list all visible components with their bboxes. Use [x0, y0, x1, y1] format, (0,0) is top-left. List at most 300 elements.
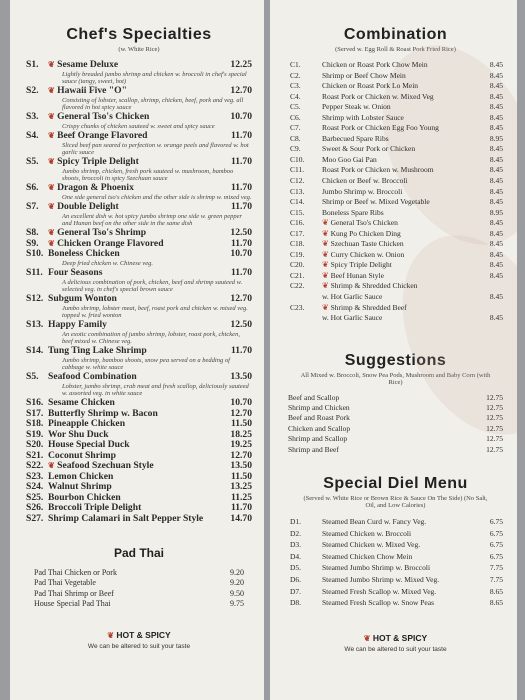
item-price: 11.70: [230, 237, 252, 249]
item-price: 9.50: [230, 588, 244, 598]
item-name: Beef Orange Flavored: [57, 130, 148, 141]
item-price: 8.45: [489, 186, 503, 196]
item-number: S9.: [26, 237, 39, 249]
item-price: 8.45: [489, 81, 503, 91]
item-price: 7.75: [489, 563, 503, 573]
item-name: Steamed Fresh Scallop w. Mixed Veg.: [322, 586, 437, 596]
item-number: S4.: [26, 130, 39, 141]
item-name: General Tso's Chicken: [57, 111, 150, 122]
item-name: Pad Thai Chicken or Pork: [34, 568, 117, 577]
item-price: 9.20: [230, 568, 244, 577]
item-name: Beef and Scallop: [288, 392, 340, 402]
item-number: C18.: [290, 239, 305, 249]
chefs-specialties-subtitle: (w. White Rice): [118, 46, 160, 53]
item-number: D6.: [290, 575, 302, 585]
item-price: 11.50: [230, 418, 252, 429]
item-price: 12.75: [486, 444, 503, 454]
item-price: 12.25: [230, 59, 252, 70]
item-number: C22.: [290, 281, 305, 291]
item-description: One side general tso's chicken and the other side is shrimp w. mixed veg.: [62, 193, 252, 201]
menu-item: [288, 102, 503, 113]
menu-item: [288, 187, 503, 198]
combination-title: Combination: [343, 26, 448, 43]
item-name: Broccoli Triple Delight: [48, 502, 142, 513]
item-name: Chicken Orange Flavored: [57, 237, 164, 249]
item-price: 8.45: [489, 123, 503, 133]
item-name: Walnut Shrimp: [48, 481, 112, 492]
item-name: Happy Family: [48, 319, 107, 330]
item-name: Steamed Chicken w. Broccoli: [322, 528, 412, 538]
alter-taste-note: We can be altered to suit your taste: [344, 645, 447, 653]
item-price: 8.45: [489, 260, 503, 270]
item-number: S2.: [26, 85, 39, 96]
item-price: 11.70: [230, 156, 252, 167]
item-name: Shrimp or Beef w. Mixed Vegetable: [322, 197, 430, 207]
item-price: 8.45: [489, 176, 503, 186]
item-description: Jumbo shrimp, lobster meat, beef, roast pork and chicken w. mixed veg. topped w. fried wonton: [62, 304, 248, 319]
item-price: 11.70: [230, 201, 252, 212]
item-price: 6.75: [489, 540, 503, 550]
hot-spicy-icon: ❦: [48, 228, 55, 237]
menu-item: [34, 589, 244, 599]
right-footer: [288, 633, 503, 653]
suggestions-subtitle: All Mixed w. Broccoli, Snow Pea Pods, Mushroom and Baby Corn (with Rice): [300, 371, 491, 386]
item-name: Steamed Chicken w. Mixed Veg.: [322, 540, 421, 550]
item-number: C19.: [290, 249, 305, 259]
menu-item: [34, 578, 244, 588]
item-price: 8.45: [489, 165, 503, 175]
hot-spicy-icon: ❦: [48, 112, 55, 121]
item-number: C4.: [290, 91, 301, 101]
item-number: S13.: [26, 319, 44, 330]
menu-item: [26, 228, 252, 239]
item-number: S6.: [26, 182, 39, 193]
item-number: S10.: [26, 248, 44, 259]
item-price: 11.50: [230, 470, 252, 482]
item-name: Steamed Fresh Scallop w. Snow Peas: [322, 598, 435, 608]
item-price: 13.50: [230, 460, 252, 471]
item-number: C20.: [290, 260, 305, 270]
menu-item: [288, 313, 503, 324]
item-number: S23.: [26, 470, 44, 482]
item-number: D8.: [290, 598, 302, 608]
item-name: General Tso's Chicken: [330, 218, 398, 228]
item-name: Dragon & Phoenix: [57, 182, 134, 193]
item-name: Shrimp & Shredded Beef: [330, 302, 407, 312]
pad-thai-list: [34, 568, 244, 610]
menu-item: [26, 183, 252, 194]
item-name: Hawaii Five "O": [57, 85, 127, 96]
menu-item: [288, 155, 503, 166]
item-price: 8.45: [489, 70, 503, 80]
menu-item: [288, 218, 503, 229]
item-number: C16.: [290, 218, 305, 228]
item-number: S14.: [26, 345, 44, 356]
menu-item: [26, 440, 252, 451]
hot-spicy-icon: ❦: [322, 218, 329, 228]
hot-spicy-icon: ❦: [322, 302, 329, 312]
menu-item: [288, 551, 503, 563]
item-name: Pineapple Chicken: [48, 418, 126, 429]
chefs-specialties-list: [26, 60, 252, 524]
hot-spicy-icon: ❦: [48, 157, 55, 166]
item-number: S12.: [26, 293, 44, 304]
item-price: 12.75: [486, 392, 503, 402]
item-name: Chicken or Beef w. Broccoli: [322, 176, 408, 186]
item-number: C15.: [290, 207, 305, 217]
menu-item: [34, 568, 244, 578]
item-price: 8.65: [489, 598, 503, 608]
menu-item: [26, 346, 252, 357]
item-name: Pad Thai Vegetable: [34, 578, 96, 588]
item-price: 8.95: [489, 133, 503, 143]
item-name: Subgum Wonton: [48, 293, 117, 304]
item-name: Spicy Triple Delight: [57, 156, 139, 167]
item-number: D2.: [290, 528, 302, 538]
hot-spicy-label: HOT & SPICY: [372, 632, 428, 643]
menu-item: [26, 514, 252, 525]
item-number: C10.: [290, 154, 305, 164]
item-name: Four Seasons: [48, 267, 103, 278]
item-number: C3.: [290, 81, 301, 91]
item-name: Shrimp and Scallop: [288, 434, 348, 444]
item-number: D3.: [290, 540, 302, 550]
item-price: 12.70: [230, 449, 252, 461]
item-price: 8.45: [489, 249, 503, 259]
item-price: 19.25: [230, 439, 252, 450]
item-number: S27.: [26, 512, 44, 524]
item-number: C21.: [290, 270, 305, 280]
item-number: S11.: [26, 267, 43, 278]
menu-item: [26, 398, 252, 409]
menu-item: [288, 113, 503, 124]
item-name: Shrimp Calamari in Salt Pepper Style: [48, 512, 204, 524]
item-name: Szechuan Taste Chicken: [330, 239, 404, 249]
menu-item: [288, 586, 503, 598]
item-price: 8.45: [489, 228, 503, 238]
item-price: 8.45: [489, 292, 503, 302]
left-footer: [26, 630, 252, 650]
hot-spicy-icon: ❦: [48, 60, 55, 69]
item-price: 11.70: [230, 502, 252, 513]
item-price: 13.50: [230, 371, 252, 382]
item-name: Roast Pork or Chicken w. Mushroom: [322, 165, 434, 175]
item-number: S5.: [26, 371, 39, 382]
hot-spicy-icon: ❦: [48, 86, 55, 95]
item-name: Pad Thai Shrimp or Beef: [34, 588, 114, 598]
item-number: C6.: [290, 112, 301, 122]
item-name: Beef and Roast Pork: [288, 413, 350, 423]
left-menu-panel: [10, 0, 264, 700]
item-number: S24.: [26, 481, 44, 492]
menu-item: [26, 131, 252, 142]
menu-item: [288, 445, 503, 455]
menu-item: [26, 419, 252, 430]
item-number: C9.: [290, 144, 301, 154]
item-price: 11.70: [230, 267, 252, 278]
item-description: An exotic combination of jumbo shrimp, lobster, roast pork, chicken, beef mixed w. Chinese veg.: [62, 330, 240, 345]
item-price: 18.25: [230, 428, 252, 440]
item-name: Curry Chicken w. Onion: [330, 249, 405, 259]
item-description: Sliced beef pan seared to perfection w. orange peels and flavored w. hot garlic sauce: [62, 141, 249, 156]
menu-item: [26, 112, 252, 123]
suggestions-title: Suggestions: [344, 351, 447, 369]
right-menu-panel: [270, 0, 517, 700]
item-name: Roast Pork or Chicken w. Mixed Veg: [322, 91, 434, 101]
menu-item: [26, 461, 252, 472]
item-price: 8.45: [489, 112, 503, 122]
menu-item: [288, 562, 503, 574]
hot-spicy-icon: ❦: [48, 461, 55, 470]
diet-menu-subtitle: (Served w. White Rice or Brown Rice & Sauce On The Side) (No Salt, Oil, and Low Calories): [303, 495, 488, 510]
item-price: 8.45: [489, 102, 503, 112]
item-number: S8.: [26, 227, 39, 238]
menu-item: [288, 434, 503, 444]
item-number: C8.: [290, 133, 301, 143]
item-name: House Special Duck: [48, 439, 130, 450]
diet-menu-list: [288, 516, 503, 609]
item-number: C12.: [290, 176, 305, 186]
item-name: Shrimp with Lobster Sauce: [322, 112, 404, 122]
item-number: C23.: [290, 302, 305, 312]
item-number: C7.: [290, 123, 301, 133]
menu-item: [288, 413, 503, 423]
item-name: Jumbo Shrimp w. Broccoli: [322, 186, 403, 196]
item-description: Deep fried chicken w. Chinese veg.: [62, 259, 154, 267]
item-price: 6.75: [489, 551, 503, 561]
item-number: C17.: [290, 228, 305, 238]
menu-item: [26, 60, 252, 71]
item-number: S20.: [26, 439, 44, 450]
item-description: Crispy chunks of chicken sauteed w. sweet and spicy sauce: [62, 122, 215, 130]
item-number: D5.: [290, 563, 302, 573]
menu-item: [26, 372, 252, 383]
item-number: S19.: [26, 428, 44, 440]
item-price: 8.45: [489, 270, 503, 280]
item-price: 10.70: [230, 248, 252, 259]
menu-item: [288, 197, 503, 208]
menu-item: [288, 134, 503, 145]
item-price: 7.75: [489, 575, 503, 585]
item-name: w. Hot Garlic Sauce: [322, 313, 383, 323]
item-price: 9.75: [230, 599, 244, 609]
hot-spicy-icon: ❦: [48, 183, 55, 192]
menu-item: [288, 281, 503, 292]
item-price: 10.70: [230, 397, 252, 408]
item-price: 11.25: [230, 491, 252, 503]
menu-item: [288, 208, 503, 219]
item-name: Boneless Chicken: [48, 248, 120, 259]
menu-item: [288, 260, 503, 271]
item-price: 12.75: [486, 413, 503, 423]
hot-spicy-icon: ❦: [322, 270, 329, 280]
item-name: Shrimp & Shredded Chicken: [330, 281, 418, 291]
menu-item: [288, 271, 503, 282]
menu-item: [26, 202, 252, 213]
item-name: Kung Po Chicken Ding: [330, 228, 401, 238]
item-name: Moo Goo Gai Pan: [322, 154, 377, 164]
hot-spicy-icon: ❦: [107, 630, 114, 640]
menu-item: [288, 292, 503, 303]
item-price: 8.45: [489, 313, 503, 323]
item-name: Shrimp and Chicken: [288, 403, 350, 413]
chefs-specialties-title: Chef's Specialties: [66, 26, 212, 43]
item-price: 12.50: [230, 319, 252, 330]
menu-item: [288, 516, 503, 528]
menu-item: [26, 249, 252, 260]
menu-item: [26, 503, 252, 514]
menu-item: [34, 599, 244, 609]
item-name: Double Delight: [57, 201, 119, 212]
item-name: House Special Pad Thai: [34, 599, 111, 609]
item-name: Seafood Combination: [48, 371, 137, 382]
menu-item: [288, 81, 503, 92]
item-description: Consisting of lobster, scallop, shrimp, chicken, beef, pork and veg. all flavored in hot spicy sauce: [62, 96, 244, 111]
item-name: Steamed Jumbo Shrimp w. Mixed Veg.: [322, 575, 440, 585]
item-price: 11.70: [230, 130, 252, 141]
menu-item: [288, 250, 503, 261]
item-name: Chicken or Roast Pork Lo Mein: [322, 81, 419, 91]
item-number: C14.: [290, 197, 305, 207]
item-number: S25.: [26, 491, 44, 503]
hot-spicy-icon: ❦: [322, 228, 329, 238]
hot-spicy-icon: ❦: [48, 131, 55, 140]
menu-item: [288, 539, 503, 551]
item-name: Chicken or Roast Pork Chow Mein: [322, 60, 428, 69]
alter-taste-note: We can be altered to suit your taste: [87, 642, 191, 650]
item-number: D7.: [290, 586, 302, 596]
item-number: S18.: [26, 418, 44, 429]
item-number: C11.: [290, 165, 305, 175]
menu-item: [288, 574, 503, 586]
item-name: Tung Ting Lake Shrimp: [48, 345, 147, 356]
item-price: 8.45: [489, 197, 503, 207]
item-description: Lightly breaded jumbo shrimp and chicken w. broccoli in chef's special sauce (tangy, sweet, hot): [62, 70, 247, 85]
menu-item: [288, 424, 503, 434]
item-description: A delicious combination of pork, chicken, beef and shrimp sauteed w. selected veg. in chef's special brown sauce: [62, 278, 243, 293]
item-description: Lobster, jumbo shrimp, crab meat and fresh scallop, deliciously sauteed w. assorted veg. in white sauce: [62, 382, 249, 397]
item-number: S21.: [26, 449, 44, 461]
item-number: S5.: [26, 156, 39, 167]
menu-item: [26, 320, 252, 331]
item-price: 11.70: [230, 182, 252, 193]
item-name: Lemon Chicken: [48, 470, 114, 482]
item-name: Steamed Chicken Chow Mein: [322, 551, 413, 561]
item-name: Sesame Deluxe: [57, 59, 119, 70]
item-price: 8.45: [489, 60, 503, 69]
item-number: C5.: [290, 102, 301, 112]
item-number: C2.: [290, 70, 301, 80]
item-price: 14.70: [230, 512, 252, 524]
item-description: Jumbo shrimp, bamboo shoots, snow pea served on a bedding of cabbage w. white sauce: [62, 356, 230, 371]
menu-item: [288, 393, 503, 403]
item-name: Shrimp and Beef: [288, 444, 339, 454]
diet-menu-title: Special Diel Menu: [323, 475, 468, 493]
item-price: 12.50: [230, 227, 252, 238]
item-description: An excellent dish w. hot spicy jumbo shrimp one side w. green pepper and Hunan beef on the other side in the same dish: [62, 212, 243, 227]
hot-spicy-label: HOT & SPICY: [116, 629, 171, 640]
item-price: 8.95: [489, 207, 503, 217]
item-name: Chicken and Scallop: [288, 423, 351, 433]
hot-spicy-icon: ❦: [322, 239, 329, 249]
item-price: 9.20: [230, 578, 244, 588]
item-price: 12.70: [230, 293, 252, 304]
item-number: C1.: [290, 60, 301, 69]
item-number: S16.: [26, 397, 44, 408]
item-number: S17.: [26, 407, 44, 419]
item-price: 8.45: [489, 144, 503, 154]
item-name: Coconut Shrimp: [48, 449, 116, 461]
item-number: S7.: [26, 201, 39, 212]
menu-item: [26, 294, 252, 305]
item-name: Boneless Spare Ribs: [322, 207, 384, 217]
item-number: D1.: [290, 517, 302, 527]
item-number: S22.: [26, 460, 44, 471]
item-price: 12.75: [486, 434, 503, 444]
item-name: Pepper Steak w. Onion: [322, 102, 391, 112]
item-name: Beef Hunan Style: [330, 270, 384, 280]
hot-spicy-icon: ❦: [322, 249, 329, 259]
item-price: 6.75: [489, 528, 503, 538]
item-price: 12.75: [486, 403, 503, 413]
menu-item: [288, 165, 503, 176]
item-price: 8.65: [489, 586, 503, 596]
item-price: 6.75: [489, 517, 503, 527]
menu-item: [26, 86, 252, 97]
menu-item: [288, 60, 503, 71]
menu-item: [288, 123, 503, 134]
item-number: C13.: [290, 186, 305, 196]
item-name: Roast Pork or Chicken Egg Foo Young: [322, 123, 439, 133]
item-name: Seafood Szechuan Style: [57, 460, 154, 471]
menu-item: [288, 144, 503, 155]
item-price: 13.25: [230, 481, 252, 492]
item-price: 8.45: [489, 154, 503, 164]
item-name: Butterfly Shrimp w. Bacon: [48, 407, 158, 419]
item-name: Sweet & Sour Pork or Chicken: [322, 144, 416, 154]
item-price: 8.45: [489, 218, 503, 228]
item-name: Wor Shu Duck: [48, 428, 109, 440]
menu-item: [26, 268, 252, 279]
combination-subtitle: (Served w. Egg Roll & Roast Pork Fried Rice): [335, 46, 456, 53]
menu-item: [26, 157, 252, 168]
hot-spicy-icon: ❦: [48, 238, 55, 248]
menu-item: [288, 403, 503, 413]
item-name: Sesame Chicken: [48, 397, 115, 408]
item-name: Spicy Triple Delight: [330, 260, 392, 270]
combination-list: [288, 60, 503, 324]
hot-spicy-icon: ❦: [48, 202, 55, 211]
item-number: S26.: [26, 502, 44, 513]
menu-item: [288, 229, 503, 240]
item-name: Shrimp or Beef Chow Mein: [322, 70, 406, 80]
item-price: 8.45: [489, 239, 503, 249]
pad-thai-title: Pad Thai: [113, 546, 164, 560]
menu-item: [288, 71, 503, 82]
menu-item: [288, 92, 503, 103]
item-number: S1.: [26, 59, 39, 70]
item-price: 12.75: [486, 423, 503, 433]
menu-item: [288, 303, 503, 314]
item-price: 8.45: [489, 91, 503, 101]
item-name: Bourbon Chicken: [48, 491, 121, 503]
menu-item: [288, 239, 503, 250]
item-name: w. Hot Garlic Sauce: [322, 292, 383, 302]
hot-spicy-icon: ❦: [322, 260, 329, 270]
hot-spicy-icon: ❦: [322, 281, 329, 291]
hot-spicy-icon: ❦: [363, 633, 371, 643]
item-name: Steamed Jumbo Shrimp w. Broccoli: [322, 563, 431, 573]
